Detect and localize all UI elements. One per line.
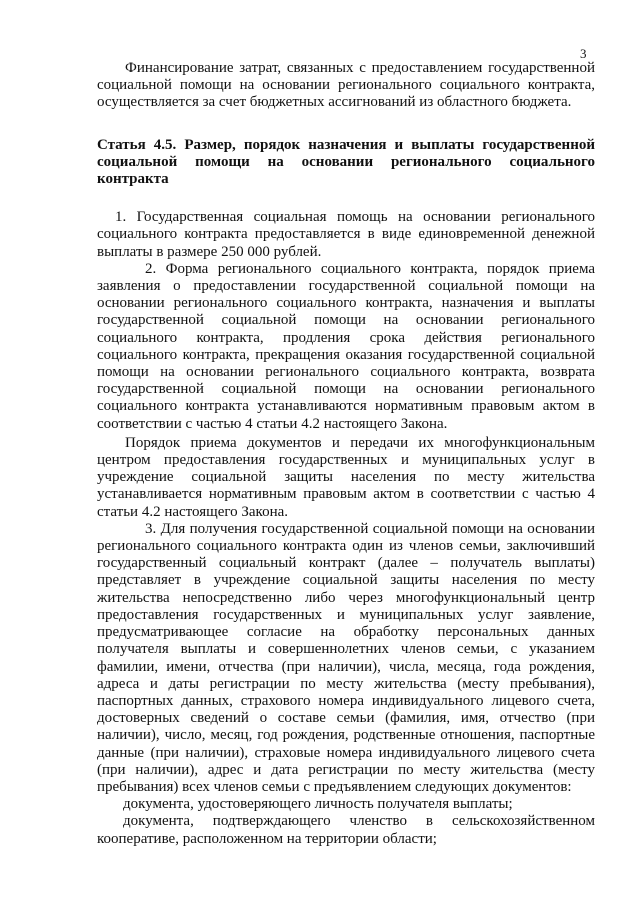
paragraph-financing: Финансирование затрат, связанных с предоставлением государственной социальной помощи на основании регионального социального контракта, осуществляется за счет бюджетных ассигнований из областного бюджета.	[97, 60, 595, 111]
page-number: 3	[580, 46, 587, 61]
paragraph-document-membership: документа, подтверждающего членство в сельскохозяйственном кооперативе, расположенном на территории области;	[97, 813, 595, 847]
paragraph-item-3: 3. Для получения государственной социальной помощи на основании регионального социального контракта один из членов семьи, заключивший государственный социальный контракт (далее – получатель выплаты) представляет в учреждение социальной защиты населения по месту жительства непосредственно либо через многофункциональный центр предоставления государственных и муниципальных услуг заявление, предусматривающее согласие на обработку персональных данных получателя выплаты и совершеннолетних членов семьи, с указанием фамилии, имени, отчества (при наличии), числа, месяца, года рождения, адреса и даты регистрации по месту жительства (месту пребывания), паспортных данных, страхового номера индивидуального лицевого счета, достоверных сведений о составе семьи (фамилия, имя, отчество (при наличии), число, месяц, год рождения, родственные отношения, паспортные данные (при наличии), страховые номера индивидуального лицевого счета (при наличии), адрес и дата регистрации по месту жительства (месту пребывания) всех членов семьи с предъявлением следующих документов:	[97, 520, 595, 795]
document-body	[97, 60, 595, 848]
paragraph-item-1: 1. Государственная социальная помощь на основании регионального социального контракта предоставляется в виде единовременной денежной выплаты в размере 250 000 рублей.	[97, 209, 595, 260]
paragraph-item-2: 2. Форма регионального социального контракта, порядок приема заявления о предоставлении государственной социальной помощи на основании регионального социального контракта, назначения и выплаты государственной социальной помощи на основании регионального социального контракта, продления срока действия регионального социального контракта, прекращения оказания государственной социальной помощи на основании регионального социального контракта, возврата государственной социальной помощи на основании регионального социального контракта устанавливаются нормативным правовым актом в соответствии с частью 4 статьи 4.2 настоящего Закона.	[97, 260, 595, 432]
paragraph-document-identity: документа, удостоверяющего личность получателя выплаты;	[123, 796, 513, 813]
article-heading: Статья 4.5. Размер, порядок назначения и выплаты государственной социальной помощи на основании регионального социального контракта	[97, 136, 595, 188]
paragraph-procedure: Порядок приема документов и передачи их многофункциональным центром предоставления государственных и муниципальных услуг в учреждение социальной защиты населения по месту жительства устанавливается нормативным правовым актом в соответствии с частью 4 статьи 4.2 настоящего Закона.	[97, 434, 595, 520]
